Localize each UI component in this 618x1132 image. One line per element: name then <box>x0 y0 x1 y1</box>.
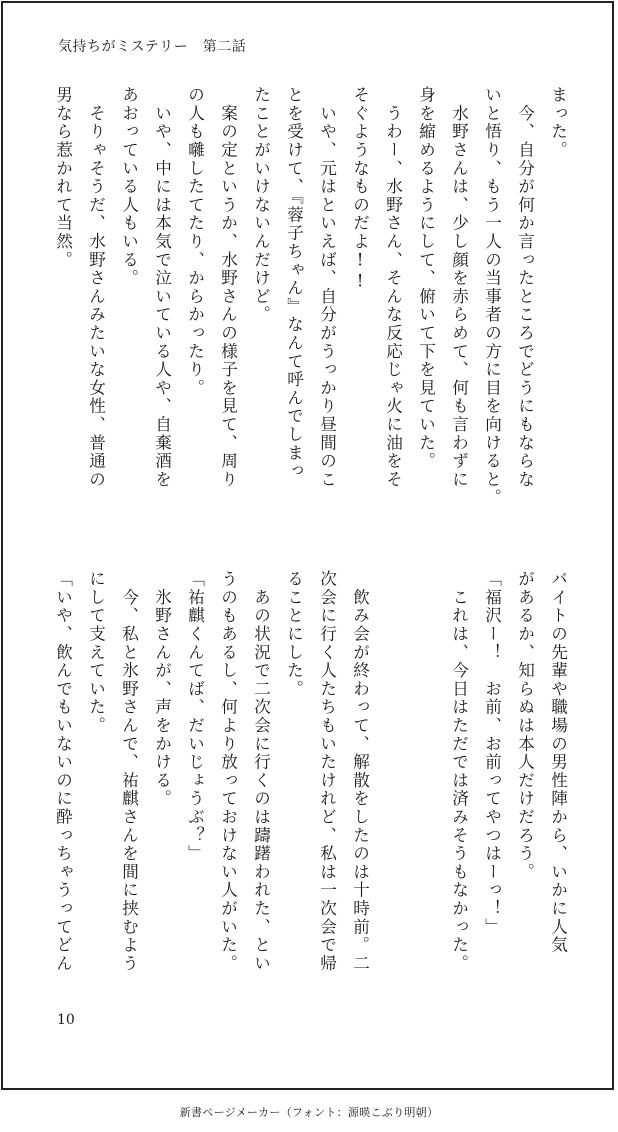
text-column: 男なら惹かれて当然。 <box>53 86 73 269</box>
running-header: 気持ちがミステリー 第二話 <box>58 39 247 55</box>
text-column: あの状況で二次会に行くのは躊躇われた、とい <box>251 570 271 973</box>
page-number: 10 <box>57 1012 75 1028</box>
text-column: いや、中には本気で泣いている人や、自棄酒を <box>152 86 172 489</box>
text-column: 今、私と氷野さんで、祐麒さんを間に挟むよう <box>119 570 139 973</box>
text-column: たことがいけないんだけど。 <box>251 86 271 324</box>
text-column: うのもあるし、何より放っておけない人がいた。 <box>218 570 238 973</box>
text-column: 「福沢ー！ お前、お前ってやつはーっ！」 <box>482 570 502 936</box>
text-column: あおっている人もいる。 <box>119 86 139 288</box>
text-column: にして支えていた。 <box>86 570 106 735</box>
text-column: そりゃそうだ、水野さんみたいな女性、普通の <box>86 86 106 489</box>
text-column: 身を縮めるようにして、俯いて下を見ていた。 <box>416 86 436 471</box>
text-column: 「いや、飲んでもいないのに酔っちゃうってどん <box>53 570 73 973</box>
text-column: うわー、水野さん、そんな反応じゃ火に油をそ <box>383 86 403 489</box>
text-column: ることにした。 <box>284 570 304 699</box>
text-column: いと悟り、もう一人の当事者の方に目を向けると。 <box>482 86 502 507</box>
text-column: バイトの先輩や職場の男性陣から、いかに人気 <box>548 570 568 955</box>
text-column: 氷野さんが、声をかける。 <box>152 570 172 808</box>
text-column: 今、自分が何か言ったところでどうにもならな <box>515 86 535 489</box>
text-column: があるか、知らぬは本人だけだろう。 <box>515 570 535 882</box>
text-column: の人も囃したてたり、からかったり。 <box>185 86 205 398</box>
text-column: 飲み会が終わって、解散をしたのは十時前。二 <box>350 570 370 973</box>
text-column: 案の定というか、水野さんの様子を見て、周り <box>218 86 238 489</box>
text-column: とを受けて、『蓉子ちゃん』なんて呼んでしまっ <box>284 86 304 481</box>
text-column: 「祐麒くんてば、だいじょうぶ？」 <box>185 570 205 863</box>
text-column: 水野さんは、少し顔を赤らめて、何も言わずに <box>449 86 469 489</box>
text-column: これは、今日はただでは済みそうもなかった。 <box>449 570 469 973</box>
text-column: 次会に行く人たちもいたけれど、私は一次会で帰 <box>317 570 337 973</box>
footer-caption: 新書ページメーカー（フォント：源暎こぶり明朝） <box>179 1106 439 1119</box>
text-column: いや、元はといえば、自分がうっかり昼間のこ <box>317 86 337 489</box>
text-column: そぐようなものだよ!! <box>350 86 370 293</box>
text-column: まった。 <box>548 86 568 160</box>
